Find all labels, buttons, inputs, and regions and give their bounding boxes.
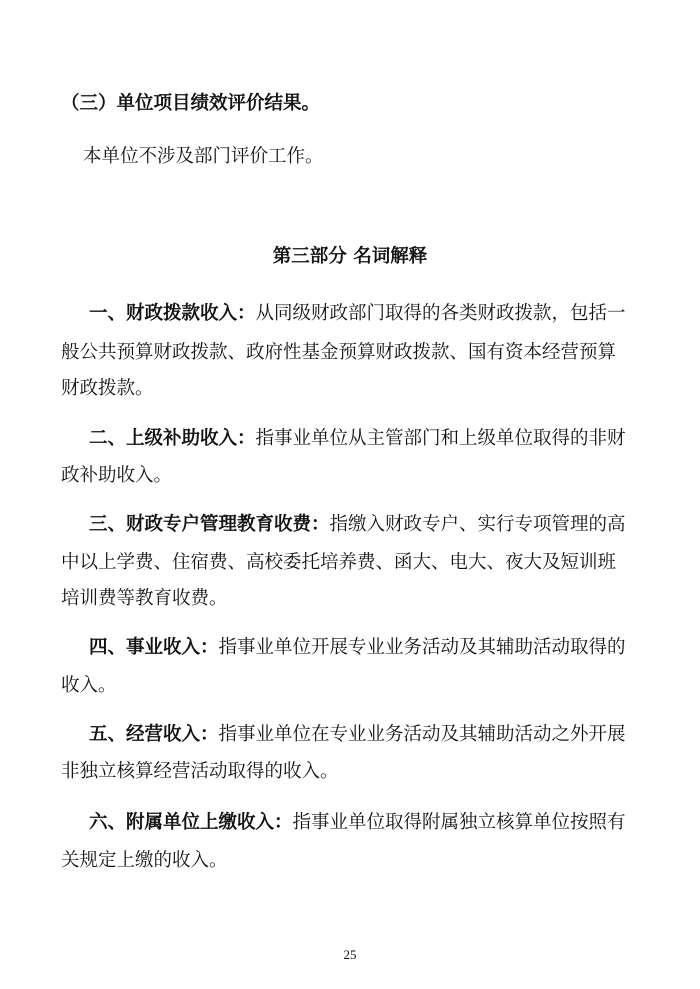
term-4-label: 四、事业收入： — [89, 637, 219, 658]
term-3-line-3: 培训费等教育收费。 — [61, 588, 228, 609]
term-4-line-2: 收入。 — [61, 675, 117, 696]
term-3-label: 三、财政专户管理教育收费： — [89, 514, 330, 535]
term-1-line-2: 般公共预算财政拨款、政府性基金预算财政拨款、国有资本经营预算 — [61, 342, 617, 363]
term-1-label: 一、财政拨款收入： — [89, 303, 256, 324]
term-4-line-1: 指事业单位开展专业业务活动及其辅助活动取得的 — [218, 637, 626, 658]
term-5-first-line — [89, 724, 626, 746]
term-3-first-line — [89, 514, 626, 536]
term-3-line-1: 指缴入财政专户、实行专项管理的高 — [329, 514, 626, 535]
section-heading-unit-project-evaluation: （三）单位项目绩效评价结果。 — [61, 93, 321, 114]
term-2-line-1: 指事业单位从主管部门和上级单位取得的非财 — [255, 428, 626, 449]
term-2-first-line — [89, 428, 626, 450]
note-no-department-evaluation: 本单位不涉及部门评价工作。 — [83, 146, 324, 167]
term-6-line-2: 关规定上缴的收入。 — [61, 850, 228, 871]
term-2-label: 二、上级补助收入： — [89, 428, 256, 449]
term-5-label: 五、经营收入： — [89, 724, 219, 745]
term-1-line-3: 财政拨款。 — [61, 378, 154, 399]
term-1-first-line — [89, 303, 626, 325]
term-3-line-2: 中以上学费、住宿费、高校委托培养费、函大、电大、夜大及短训班 — [61, 552, 617, 573]
term-5-line-2: 非独立核算经营活动取得的收入。 — [61, 761, 339, 782]
term-6-line-1: 指事业单位取得附属独立核算单位按照有 — [292, 812, 626, 833]
term-1-line-1: 从同级财政部门取得的各类财政拨款，包括一 — [255, 303, 626, 324]
term-2-line-2: 政补助收入。 — [61, 465, 173, 486]
page-number: 25 — [343, 947, 357, 962]
term-6-label: 六、附属单位上缴收入： — [89, 812, 293, 833]
part-three-heading: 第三部分 名词解释 — [272, 246, 428, 267]
term-4-first-line — [89, 637, 626, 659]
term-5-line-1: 指事业单位在专业业务活动及其辅助活动之外开展 — [218, 724, 626, 745]
term-6-first-line — [89, 812, 626, 834]
